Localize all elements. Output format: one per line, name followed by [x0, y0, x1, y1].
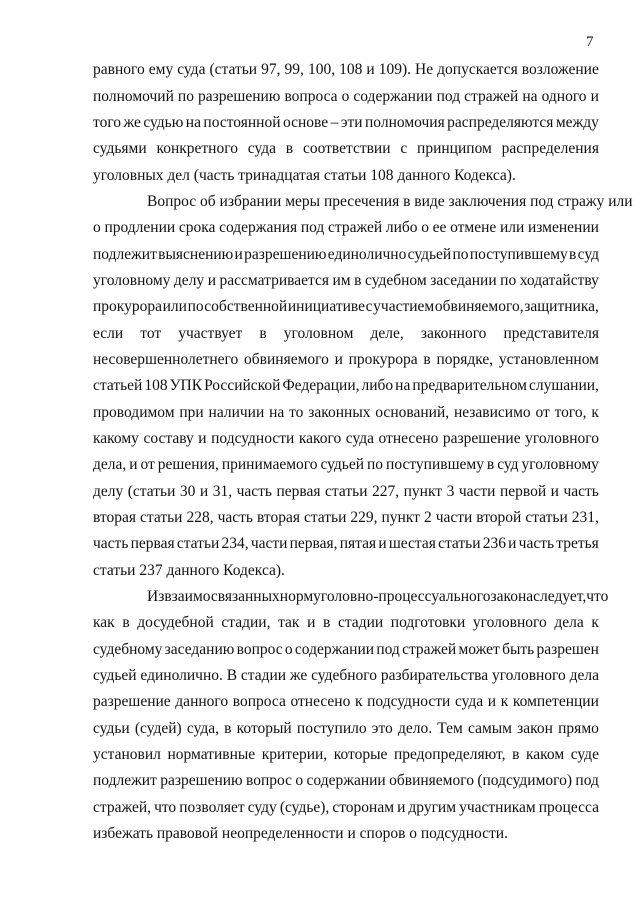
page-number: 7	[586, 34, 594, 50]
word: позволяет	[179, 799, 245, 816]
text-line	[147, 587, 609, 607]
word: разрешение	[442, 430, 521, 447]
word: сторонам	[332, 799, 395, 816]
word: о	[93, 219, 101, 236]
word: ее	[432, 219, 447, 236]
word: в	[423, 351, 431, 368]
word: полномочия	[365, 114, 445, 131]
word: в	[259, 325, 267, 342]
word: первая	[276, 483, 321, 500]
word: (судье),	[279, 799, 330, 816]
word: 99,	[284, 61, 304, 78]
word: слушании,	[528, 377, 599, 394]
word: оснований,	[375, 404, 450, 421]
word: либо	[361, 377, 394, 394]
word: 108	[144, 377, 168, 394]
word: с	[400, 140, 408, 157]
word: к	[500, 693, 509, 710]
word: стражей	[464, 88, 519, 105]
word: или	[162, 298, 187, 315]
word: одного	[541, 88, 587, 105]
word: того,	[554, 404, 587, 421]
word: ему	[148, 61, 174, 78]
word: по	[452, 246, 469, 263]
word: по	[500, 272, 517, 289]
word: суде	[570, 746, 599, 763]
word: судебном	[365, 272, 427, 289]
text-line	[93, 403, 599, 423]
word: по	[367, 456, 384, 473]
word: часть	[563, 483, 599, 500]
word: части	[250, 535, 288, 552]
word: содержании	[353, 88, 433, 105]
text-line	[93, 508, 599, 528]
word: им	[332, 272, 351, 289]
word: это	[371, 720, 393, 737]
word: третья	[556, 535, 599, 552]
word: заседанию	[164, 641, 235, 658]
word: разрешению	[198, 88, 281, 105]
word: срока	[178, 219, 216, 236]
word: которые	[333, 746, 388, 763]
word: дело.	[397, 720, 433, 737]
word: 3	[446, 483, 455, 500]
word: судебному	[93, 641, 163, 658]
word: поступило	[296, 720, 367, 737]
word: от	[535, 404, 550, 421]
word: процесса	[538, 799, 599, 816]
text-line	[93, 87, 599, 107]
word: под	[575, 772, 599, 789]
word: и	[234, 246, 243, 263]
word: законного	[420, 325, 487, 342]
word: распределения	[501, 140, 599, 157]
word: в	[512, 746, 520, 763]
word: единолично	[327, 246, 407, 263]
word: отмене	[450, 219, 497, 236]
word: стадии,	[221, 614, 271, 631]
word: инициативе	[287, 298, 365, 315]
text-line	[93, 271, 599, 291]
word: шестая	[388, 535, 436, 552]
word: под	[300, 219, 325, 236]
word: уголовному	[93, 272, 171, 289]
word: предопределяют,	[393, 746, 506, 763]
word: участвует	[178, 325, 243, 342]
word: и	[378, 535, 387, 552]
word: пункт	[403, 483, 443, 500]
word: закон	[517, 720, 553, 737]
word: соответствии	[302, 140, 391, 157]
word: дела	[569, 667, 599, 684]
word: 108	[339, 61, 363, 78]
word: же	[123, 114, 141, 131]
word: содержании	[294, 641, 375, 658]
word: постоянной	[203, 114, 281, 131]
word: Из	[147, 588, 165, 605]
word: первая	[130, 535, 175, 552]
text-line	[93, 719, 599, 739]
word: какому	[93, 430, 139, 447]
word: часть	[217, 509, 253, 526]
word: возложение	[521, 61, 599, 78]
text-line	[93, 798, 599, 818]
word: по	[177, 88, 194, 105]
word: разрешение	[93, 693, 171, 710]
word: с	[365, 298, 373, 315]
word: распределяются	[447, 114, 554, 131]
word: 236	[482, 535, 506, 552]
word: –	[330, 114, 339, 131]
word: дела	[554, 614, 584, 631]
word: каком	[525, 746, 565, 763]
text-line	[93, 245, 599, 265]
word: принципом	[417, 140, 492, 157]
text-line	[93, 113, 599, 133]
word: в	[224, 720, 232, 737]
word: и	[207, 272, 217, 289]
word: суда,	[186, 720, 219, 737]
word: вторая	[93, 509, 137, 526]
word: В	[226, 667, 238, 684]
word: полномочий	[93, 88, 174, 105]
word: может	[458, 641, 500, 658]
word: составу	[143, 430, 194, 447]
word: и	[550, 483, 559, 500]
word: данного	[175, 693, 229, 710]
word: нормативные	[167, 746, 256, 763]
word: и	[366, 61, 375, 78]
word: между	[555, 114, 599, 131]
word: части	[435, 509, 473, 526]
word: первая,	[289, 535, 338, 552]
word: 227,	[372, 483, 400, 500]
word: разрешению	[244, 246, 327, 263]
word: закона	[490, 588, 534, 605]
word: поступившему	[386, 456, 484, 473]
text-line	[93, 350, 599, 370]
word: обвиняемого,	[434, 298, 524, 315]
word: суда	[454, 693, 484, 710]
word: под	[436, 88, 461, 105]
word: стражей	[328, 219, 383, 236]
word: единолично.	[140, 667, 223, 684]
word: независимо	[453, 404, 531, 421]
word: стражей	[402, 641, 457, 658]
word: равного	[93, 61, 145, 78]
word: решения,	[157, 456, 219, 473]
word: собственной	[204, 298, 288, 315]
word: в	[486, 456, 495, 473]
word: суда	[247, 140, 276, 157]
word: и	[487, 693, 497, 710]
word: уголовном	[283, 325, 354, 342]
text-line	[93, 139, 599, 159]
word: второй	[476, 509, 522, 526]
word: на	[185, 114, 201, 131]
word: либо	[385, 219, 418, 236]
word: отнесено	[290, 693, 351, 710]
word: при	[179, 404, 204, 421]
text-line	[93, 666, 599, 686]
word: от	[140, 456, 155, 473]
word: заседании	[430, 272, 497, 289]
word: к	[591, 404, 599, 421]
word: критерии,	[261, 746, 328, 763]
word: к	[354, 693, 363, 710]
word: 31,	[212, 483, 233, 500]
text-line	[93, 455, 599, 475]
word: о	[295, 772, 304, 789]
word: суда	[345, 430, 374, 447]
word: суда	[177, 61, 206, 78]
word: обвиняемого	[244, 351, 329, 368]
word: уголовно-процессуального	[313, 588, 491, 605]
word: суд	[497, 456, 519, 473]
word: выяснению	[158, 246, 234, 263]
word: и	[508, 535, 517, 552]
text-line	[93, 534, 599, 554]
word: взаимосвязанных	[164, 588, 280, 605]
text-line	[93, 771, 599, 791]
word: на	[395, 377, 411, 394]
word: (судей)	[134, 720, 182, 737]
text-line	[93, 60, 599, 80]
word: поступившему	[469, 246, 568, 263]
word: (статьи	[209, 61, 258, 78]
text-line	[93, 429, 599, 449]
word: на	[522, 88, 538, 105]
word: в	[569, 246, 577, 263]
word: статьей	[93, 377, 143, 394]
word: какого	[298, 430, 342, 447]
word: защитника,	[524, 298, 599, 315]
word: порядке,	[436, 351, 494, 368]
text-line	[93, 613, 599, 633]
text-line: статьи 237 данного Кодекса).	[93, 562, 285, 579]
text-line	[93, 745, 599, 765]
text-line	[93, 640, 599, 660]
word: в	[323, 614, 331, 631]
word: стадии	[240, 667, 287, 684]
word: в	[285, 140, 294, 157]
word: в	[354, 272, 362, 289]
word: 231,	[571, 509, 599, 526]
word: статьи	[525, 509, 568, 526]
word: уголовного	[525, 430, 599, 447]
word: уголовному	[521, 456, 599, 473]
word: предварительном	[412, 377, 527, 394]
word: как	[93, 614, 115, 631]
word: Российской	[204, 377, 281, 394]
word: и	[307, 614, 316, 631]
word: о	[284, 641, 293, 658]
word: отнесено	[378, 430, 439, 447]
word: деле,	[370, 325, 404, 342]
text-line	[93, 692, 599, 712]
word: тот	[140, 325, 162, 342]
word: и	[334, 351, 343, 368]
word: подготовки	[390, 614, 466, 631]
word: статьи	[140, 509, 183, 526]
word: если	[93, 325, 124, 342]
word: прокурора	[348, 351, 418, 368]
word: в	[122, 614, 130, 631]
word: несовершеннолетнего	[93, 351, 239, 368]
word: так	[278, 614, 300, 631]
word: и	[199, 483, 209, 500]
word: судьи	[93, 720, 130, 737]
word: к	[591, 614, 599, 631]
word: прокурора	[93, 298, 162, 315]
word: же	[289, 667, 308, 684]
word: вопроса	[284, 88, 338, 105]
word: установленном	[498, 351, 599, 368]
word: вопрос	[236, 641, 283, 658]
word: судьей	[407, 246, 452, 263]
word: то	[289, 404, 304, 421]
word: разбирательства	[380, 667, 489, 684]
word: прямо	[558, 720, 599, 737]
word: УПК	[169, 377, 203, 394]
word: и	[590, 88, 599, 105]
word: вопроса	[232, 693, 286, 710]
word: статьи	[176, 535, 220, 552]
word: ходатайству	[519, 272, 599, 289]
word: разрешен	[536, 641, 599, 658]
word: подсудности	[367, 693, 451, 710]
text-line	[93, 376, 599, 396]
word: 2	[423, 509, 432, 526]
word: участием	[373, 298, 435, 315]
word: статьи	[438, 535, 481, 552]
word: быть	[502, 641, 535, 658]
word: часть	[236, 483, 272, 500]
word: уголовного	[491, 667, 566, 684]
word: 109).	[378, 61, 412, 78]
word: установил	[93, 746, 161, 763]
word: содержания	[219, 219, 298, 236]
word: дела,	[93, 456, 127, 473]
word: о	[421, 219, 429, 236]
text-line	[93, 324, 599, 344]
word: что	[154, 799, 177, 816]
word: пункт	[381, 509, 420, 526]
word: и	[397, 799, 406, 816]
word: представителя	[503, 325, 599, 342]
word: делу	[93, 483, 124, 500]
word: стражей,	[93, 799, 152, 816]
word: под	[376, 641, 400, 658]
word: эти	[340, 114, 363, 131]
word: часть	[93, 535, 129, 552]
word: судью	[143, 114, 184, 131]
word: следует,	[533, 588, 587, 605]
word: наличии	[208, 404, 265, 421]
word: или	[499, 219, 525, 236]
word: части	[458, 483, 496, 500]
word: который	[236, 720, 292, 737]
word: продлении	[104, 219, 176, 236]
word: часть	[518, 535, 555, 552]
word: самым	[468, 720, 512, 737]
text-line	[93, 482, 599, 502]
word: вторая	[256, 509, 300, 526]
word: и	[129, 456, 138, 473]
word: досудебной	[137, 614, 214, 631]
word: обвиняемого	[389, 772, 474, 789]
word: судьями	[93, 140, 147, 157]
word: статьи	[303, 509, 347, 526]
word: 97,	[261, 61, 281, 78]
word: норм	[279, 588, 314, 605]
word: подлежит	[93, 246, 157, 263]
word: 100,	[307, 61, 336, 78]
word: статьи	[325, 483, 368, 500]
text-line: уголовных дел (часть тринадцатая статьи 108 данного Кодекса).	[93, 167, 516, 184]
word: первой	[499, 483, 547, 500]
word: компетенции	[512, 693, 599, 710]
word: пятая	[339, 535, 377, 552]
word: 234,	[221, 535, 249, 552]
word: вопрос	[246, 772, 293, 789]
word: по	[187, 298, 204, 315]
word: суд	[577, 246, 599, 263]
word: 30	[179, 483, 196, 500]
word: проводимом	[93, 404, 175, 421]
word: стадии	[337, 614, 384, 631]
text-line	[93, 297, 599, 317]
word: делу	[173, 272, 205, 289]
word: судьей	[320, 456, 365, 473]
word: о	[341, 88, 350, 105]
word: законных	[308, 404, 371, 421]
word: участникам	[459, 799, 536, 816]
word: судьей	[93, 667, 137, 684]
word: изменении	[527, 219, 599, 236]
word: 228,	[186, 509, 214, 526]
word: судебного	[311, 667, 377, 684]
word: конкретного	[156, 140, 238, 157]
word: принимаемого	[221, 456, 318, 473]
word: содержании	[306, 772, 386, 789]
word: разрешению	[160, 772, 243, 789]
word: Федерации,	[282, 377, 360, 394]
word: того	[93, 114, 122, 131]
word: подсудности	[211, 430, 295, 447]
word: Тем	[437, 720, 463, 737]
word: суду	[247, 799, 277, 816]
word: Не	[415, 61, 434, 78]
word: подлежит	[93, 772, 157, 789]
word: на	[269, 404, 285, 421]
word: другим	[408, 799, 457, 816]
word: рассматривается	[219, 272, 329, 289]
text-line	[93, 218, 599, 238]
word: допускается	[437, 61, 518, 78]
word: (статьи	[127, 483, 176, 500]
word: основе	[282, 114, 329, 131]
word: и	[198, 430, 207, 447]
word: что	[586, 588, 609, 605]
word: уголовного	[472, 614, 547, 631]
word: 229,	[350, 509, 378, 526]
word: (подсудимого)	[477, 772, 573, 789]
text-line: Вопрос об избрании меры пресечения в виде заключения под стражу или	[147, 193, 633, 210]
text-line: избежать правовой неопределенности и споров о подсудности.	[93, 825, 508, 842]
